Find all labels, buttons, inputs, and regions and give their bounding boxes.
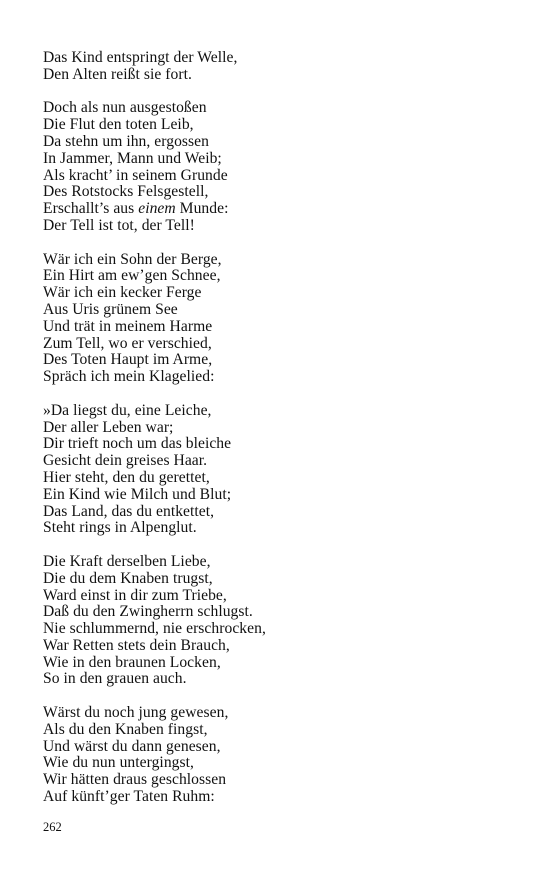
poem-text (43, 50, 523, 823)
poem-line: Als kracht’ in seinem Grunde (43, 166, 228, 184)
poem-line: War Retten stets dein Brauch, (43, 636, 230, 654)
poem-line: Steht rings in Alpenglut. (43, 519, 197, 537)
poem-line: In Jammer, Mann und Weib; (43, 149, 222, 167)
poem-line: Wie in den braunen Locken, (43, 653, 221, 671)
poem-line: Auf künft’ger Taten Ruhm: (43, 788, 215, 806)
poem-line: Zum Tell, wo er verschied, (43, 334, 212, 352)
poem-line: Und wärst du dann genesen, (43, 737, 221, 755)
poem-line: Die du dem Knaben trugst, (43, 569, 213, 587)
poem-line: Des Rotstocks Felsgestell, (43, 183, 209, 201)
stanza-4 (43, 403, 523, 537)
stanza-1 (43, 50, 523, 84)
poem-line: Dir trieft noch um das bleiche (43, 435, 232, 453)
poem-line: Da stehn um ihn, ergossen (43, 132, 209, 150)
poem-line: Und trät in meinem Harme (43, 317, 213, 335)
line-start: Erschallt’s aus (43, 200, 139, 218)
poem-line: Das Land, das du entkettet, (43, 502, 215, 520)
page-number: 262 (43, 820, 62, 834)
poem-line: Ward einst in dir zum Triebe, (43, 586, 227, 604)
poem-line: Wär ich ein kecker Ferge (43, 284, 202, 302)
stanza-2 (43, 100, 523, 234)
poem-line: Als du den Knaben fingst, (43, 720, 208, 738)
poem-line: Aus Uris grünem See (43, 300, 178, 318)
poem-line: Der aller Leben war; (43, 418, 174, 436)
stanza-3 (43, 252, 523, 386)
poem-line: Nie schlummernd, nie erschrocken, (43, 620, 266, 638)
poem-line: Die Flut den toten Leib, (43, 116, 194, 134)
poem-line: Daß du den Zwingherrn schlugst. (43, 603, 253, 621)
poem-line: Ein Kind wie Milch und Blut; (43, 485, 232, 503)
stanza-5 (43, 554, 523, 688)
poem-line: Der Tell ist tot, der Tell! (43, 216, 195, 234)
emphasized-word: einem (138, 200, 176, 218)
poem-line: Ein Hirt am ew’gen Schnee, (43, 267, 221, 285)
poem-line: Wär ich ein Sohn der Berge, (43, 250, 222, 268)
poem-line: Wie du nun untergingst, (43, 754, 194, 772)
poem-line: Den Alten reißt sie fort. (43, 65, 192, 83)
poem-line: Die Kraft derselben Liebe, (43, 552, 211, 570)
poem-line: Hier steht, den du gerettet, (43, 468, 210, 486)
poem-line-with-emphasis (43, 201, 523, 218)
poem-line: Das Kind entspringt der Welle, (43, 49, 238, 66)
poem-line: »Da liegst du, eine Leiche, (43, 401, 212, 419)
poem-line: Gesicht dein greises Haar. (43, 452, 208, 470)
poem-line: Des Toten Haupt im Arme, (43, 351, 213, 369)
poem-line: Wir hätten draus geschlossen (43, 771, 227, 789)
stanza-6 (43, 705, 523, 806)
poem-line: Spräch ich mein Klagelied: (43, 368, 215, 386)
poem-line: Wärst du noch jung gewesen, (43, 704, 229, 722)
line-end: Munde: (175, 200, 229, 218)
poem-line: So in den grauen auch. (43, 670, 187, 688)
poem-line: Doch als nun ausgestoßen (43, 99, 207, 117)
